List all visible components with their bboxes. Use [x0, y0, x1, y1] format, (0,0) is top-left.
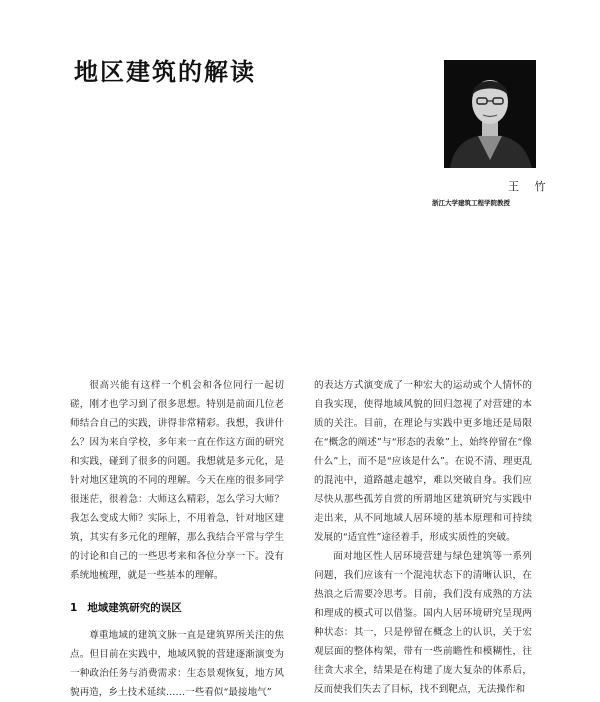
section-number: 1 [70, 602, 78, 614]
article-title: 地区建筑的解读 [74, 58, 256, 86]
author-name: 王 竹 [508, 180, 552, 193]
intro-paragraph: 很高兴能有这样一个机会和各位同行一起切磋，刚才也学习到了很多思想。特别是前面几位老师结合自己的实践，讲得非常精彩。我想，我讲什么？因为来自学校，多年来一直在作这方面的研究和实践，碰到了很多的问题。我想就是多元化，是针对地区建筑的不同的理解。今天在座的很多同学很迷茫，很着急：大师这么精彩，怎么学习大师？我怎么变成大师？实际上，不用着急，针对地区建筑，其实有多元化的理解，那么我结合平常与学生的讨论和自己的一些思考来和各位分享一下。没有系统地梳理，就是一些基本的理解。 [70, 380, 284, 581]
author-affiliation: 浙江大学建筑工程学院教授 [432, 199, 510, 207]
right-column [314, 376, 532, 699]
continued-paragraph: 的表达方式演变成了一种宏大的运动或个人情怀的自我实现，使得地域风貌的回归忽视了对营建的本质的关注。目前，在理论与实践中更多地还是局限在“概念的阐述”与“形态的表象”上，始终停留在“像什么”上，而不是“应该是什么”。在说不清、理更乱的混沌中，道路越走越窄，难以突破自身。我们应尽快从那些孤芳自赏的所谓地区建筑研究与实践中走出来，从不同地域人居环境的基本原理和可持续发展的“适宜性”途径着手，形成实质性的突破。 [314, 380, 532, 543]
section-heading [70, 599, 284, 618]
author-photo [444, 60, 536, 168]
left-column [70, 376, 284, 702]
section-paragraph: 尊重地域的建筑文脉一直是建筑界所关注的焦点。但目前在实践中，地域风貌的营建逐渐演变为一种政治任务与消费需求：生态景观恢复，地方风貌再造，乡土技术延续……一些看似“最接地气” [70, 630, 284, 698]
section-title: 地域建筑研究的误区 [87, 602, 182, 614]
author-portrait-image [444, 60, 536, 168]
body-paragraph: 面对地区性人居环境营建与绿色建筑等一系列问题，我们应该有一个混沌状态下的清晰认识，在热浪之后需要冷思考。目前，我们没有成熟的方法和理成的模式可以借鉴。国内人居环境研究呈现两种状态：其一，只是停留在概念上的认识，关于宏观层面的整体构架，带有一些前瞻性和模糊性，往往贪大求全，结果是在构建了庞大复杂的体系后，反而使我们失去了目标，找不到靶点，无法操作和 [314, 551, 532, 695]
